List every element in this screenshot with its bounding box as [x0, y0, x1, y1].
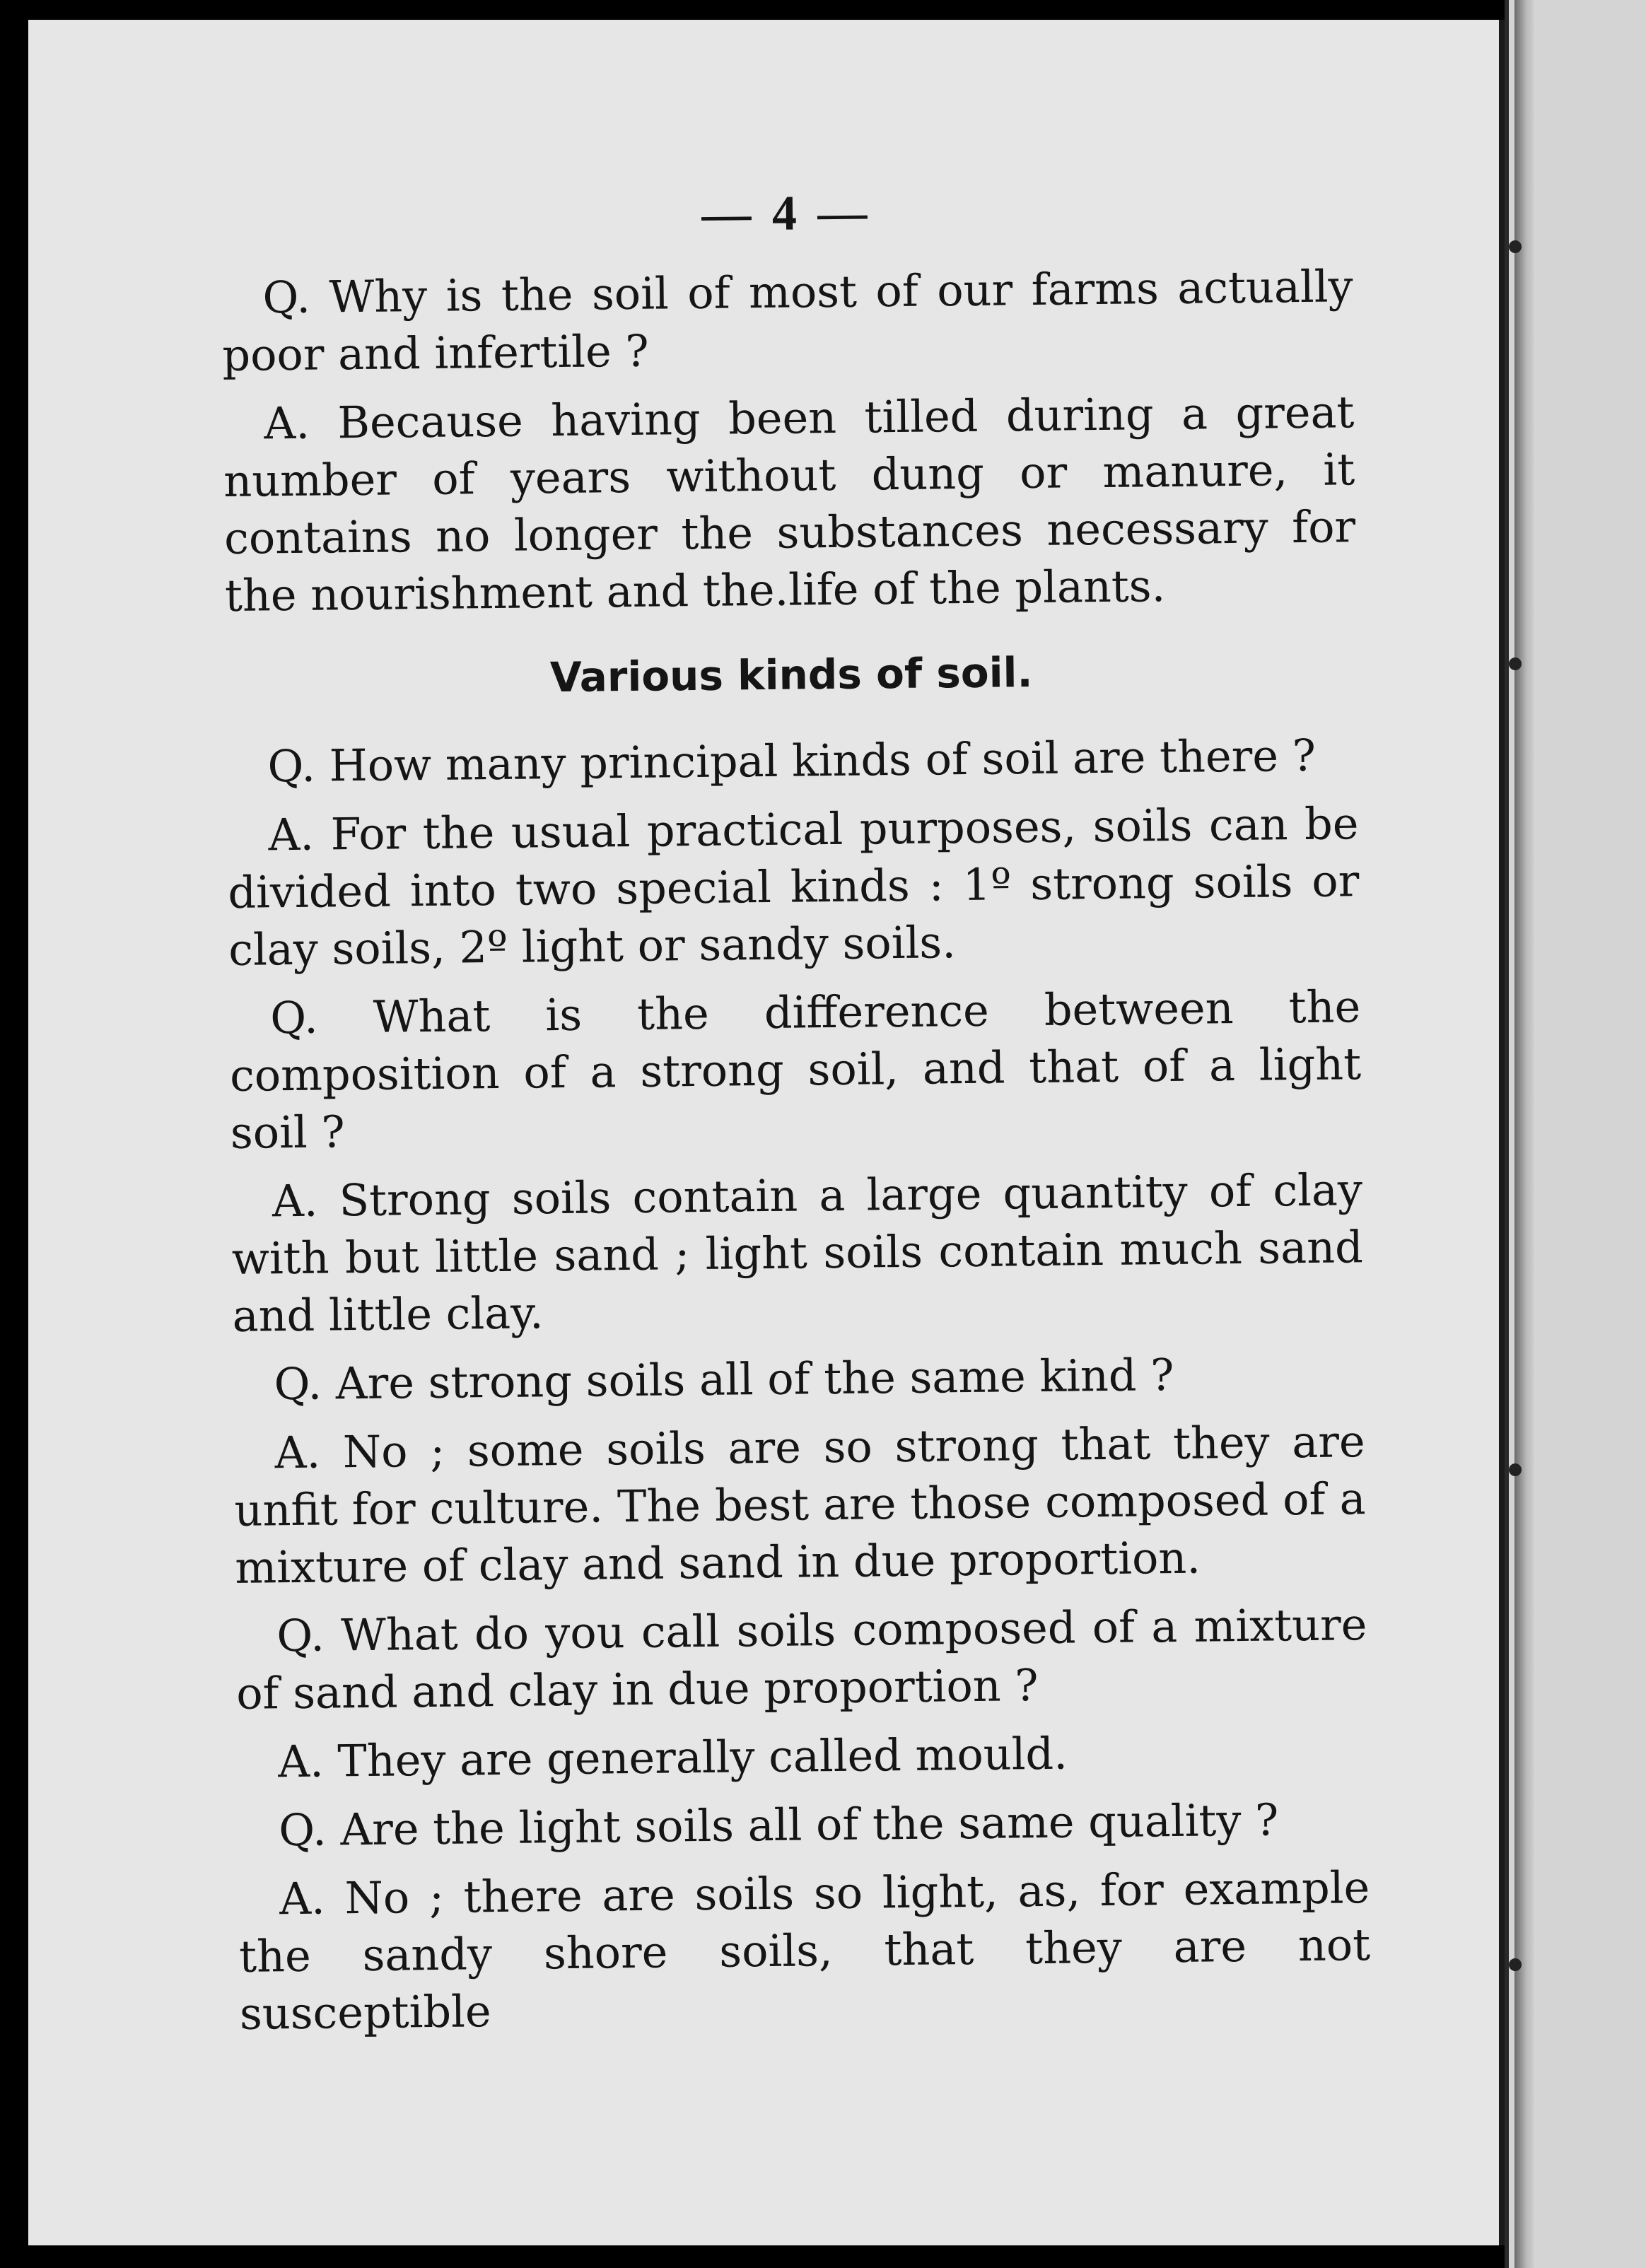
binding-hole — [1509, 240, 1522, 253]
question-4: Q. Are strong soils all of the same kind ? — [274, 1348, 1174, 1410]
question-5: Q. What do you call soils composed of a mixture of sand and clay in due proportion ? — [235, 1598, 1367, 1719]
page-number: — 4 — — [701, 185, 872, 242]
binding-shadow — [1514, 0, 1534, 2268]
answer-1: A. Because having been tilled during a great number of years without dung or manure, it contains no longer the substances necessary for the nourishment and the.life of the plants. — [223, 386, 1356, 621]
answer-5: A. They are generally called mould. — [277, 1727, 1068, 1788]
question-6: Q. Are the light soils all of the same quality ? — [278, 1794, 1279, 1857]
question-1: Q. Why is the soil of most of our farms actually poor and infertile ? — [222, 260, 1353, 381]
answer-3: A. Strong soils contain a large quantity of clay with but little sand ; light soils contain much sand and little clay. — [231, 1164, 1364, 1342]
binding-hole — [1509, 1463, 1522, 1476]
question-2: Q. How many principal kinds of soil are there ? — [267, 729, 1317, 793]
answer-2: A. For the usual practical purposes, soils can be divided into two special kinds : 1º strong soils or clay soils, 2º light or sandy soils. — [228, 797, 1360, 976]
section-heading: Various kinds of soil. — [549, 648, 1033, 702]
adjacent-page-edge — [1505, 0, 1646, 2268]
answer-6: A. No ; there are soils so light, as, for example the sandy shore soils, that they are not susceptible — [238, 1861, 1371, 2040]
binding-hole — [1509, 657, 1522, 670]
question-3: Q. What is the difference between the composition of a strong soil, and that of a light soil ? — [229, 981, 1362, 1159]
page-text — [221, 179, 1372, 2054]
answer-4: A. No ; some soils are so strong that they are unfit for culture. The best are those composed of a mixture of clay and sand in due proportion. — [234, 1415, 1366, 1594]
binding-hole — [1509, 1958, 1522, 1971]
